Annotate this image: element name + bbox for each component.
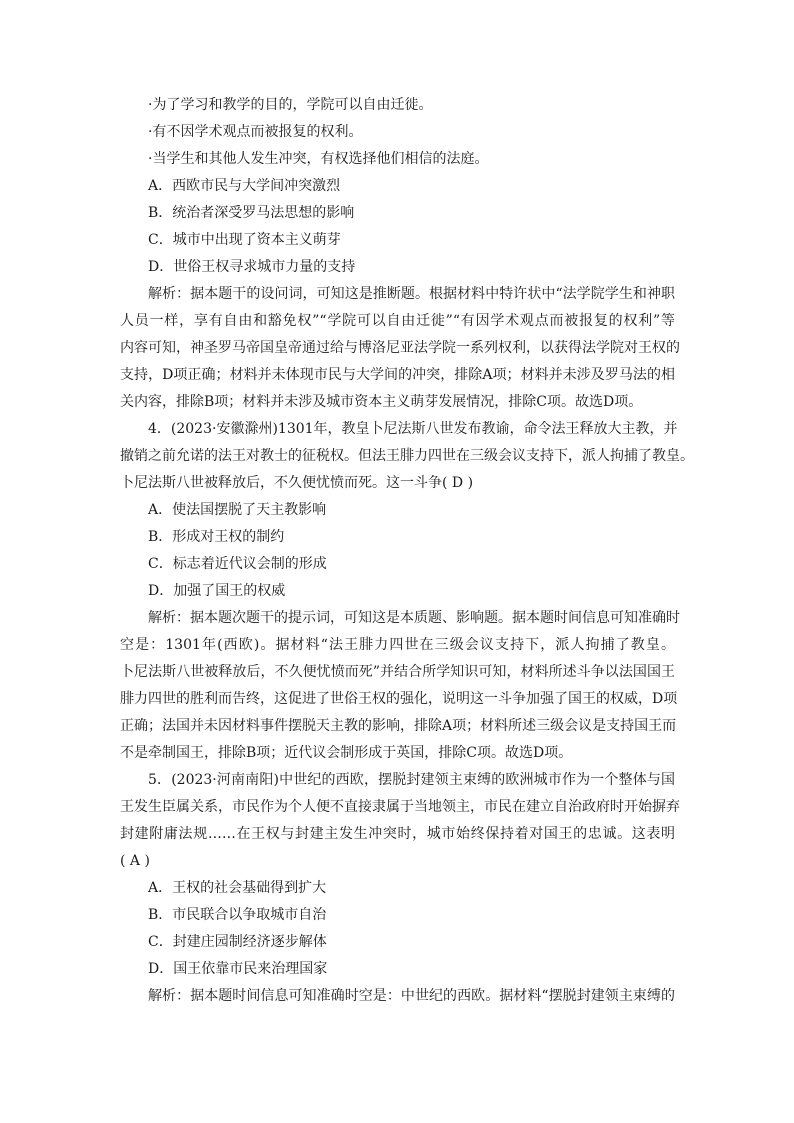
option-d: D．世俗王权寻求城市力量的支持: [148, 259, 356, 275]
question-5-stem: 封建附庸法规……在王权与封建主发生冲突时，城市始终保持着对国王的忠诚。这表明: [120, 826, 675, 842]
option-c: C．城市中出现了资本主义萌芽: [148, 232, 341, 248]
option-a: A．王权的社会基础得到扩大: [148, 880, 327, 896]
analysis-line: 支持，D项正确；材料并未体现市民与大学间的冲突，排除A项；材料并未涉及罗马法的相: [120, 367, 675, 383]
bullet-item: ·当学生和其他人发生冲突，有权选择他们相信的法庭。: [148, 151, 489, 167]
analysis-line: 不是牵制国王，排除B项；近代议会制形成于英国，排除C项。故选D项。: [120, 745, 573, 761]
option-c: C．标志着近代议会制的形成: [148, 556, 327, 572]
analysis-line: 卜尼法斯八世被释放后，不久便忧愤而死”并结合所学知识可知，材料所述斗争以法国国王: [120, 664, 675, 680]
question-5-answer: ( A ): [120, 853, 150, 869]
option-d: D．加强了国王的权威: [148, 583, 286, 599]
question-4-stem: 撤销之前允诺的法王对教士的征税权。但法王腓力四世在三级会议支持下，派人拘捕了教皇。: [120, 448, 694, 464]
bullet-item: ·有不因学术观点而被报复的权利。: [148, 124, 363, 140]
bullet-item: ·为了学习和教学的目的，学院可以自由迁徙。: [148, 97, 433, 113]
analysis-line: 内容可知，神圣罗马帝国皇帝通过给与博洛尼亚法学院一系列权利，以获得法学院对王权的: [120, 340, 680, 356]
option-c: C．封建庄园制经济逐步解体: [148, 934, 327, 950]
option-b: B．市民联合以争取城市自治: [148, 907, 327, 923]
analysis-line: 解析：据本题次题干的提示词，可知这是本质题、影响题。据本题时间信息可知准确时: [148, 610, 680, 626]
question-4-stem: 卜尼法斯八世被释放后，不久便忧愤而死。这一斗争( D ): [120, 475, 474, 491]
option-d: D．国王依靠市民来治理国家: [148, 961, 328, 977]
question-5-stem: 5．(2023·河南南阳)中世纪的西欧，摆脱封建领主束缚的欧洲城市作为一个整体与国: [148, 772, 675, 788]
analysis-line: 解析：据本题干的设问词，可知这是推断题。根据材料中特许状中“法学院学生和神职: [148, 286, 675, 302]
analysis-line: 空是：1301年(西欧)。据材料“法王腓力四世在三级会议支持下，派人拘捕了教皇。: [120, 637, 675, 653]
analysis-line: 关内容，排除B项；材料并未涉及城市资本主义萌芽发展情况，排除C项。故选D项。: [120, 394, 643, 410]
option-a: A．使法国摆脱了天主教影响: [148, 502, 327, 518]
option-b: B．统治者深受罗马法思想的影响: [148, 205, 355, 221]
question-5-stem: 王发生臣属关系，市民作为个人便不直接隶属于当地领主，市民在建立自治政府时开始摒弃: [120, 799, 680, 815]
analysis-line: 解析：据本题时间信息可知准确时空是：中世纪的西欧。据材料“摆脱封建领主束缚的: [148, 988, 675, 1004]
option-a: A．西欧市民与大学间冲突激烈: [148, 178, 341, 194]
analysis-line: 腓力四世的胜利而告终，这促进了世俗王权的强化，说明这一斗争加强了国王的权威，D项: [120, 691, 678, 707]
question-4-stem: 4．(2023·安徽滁州)1301年，教皇卜尼法斯八世发布教谕，命令法王释放大主教，并: [148, 421, 678, 437]
analysis-line: 正确；法国并未因材料事件摆脱天主教的影响，排除A项；材料所述三级会议是支持国王而: [120, 718, 677, 734]
analysis-line: 人员一样，享有自由和豁免权”“学院可以自由迁徙”“有因学术观点而被报复的权利”等: [120, 313, 675, 329]
option-b: B．形成对王权的制约: [148, 529, 285, 545]
